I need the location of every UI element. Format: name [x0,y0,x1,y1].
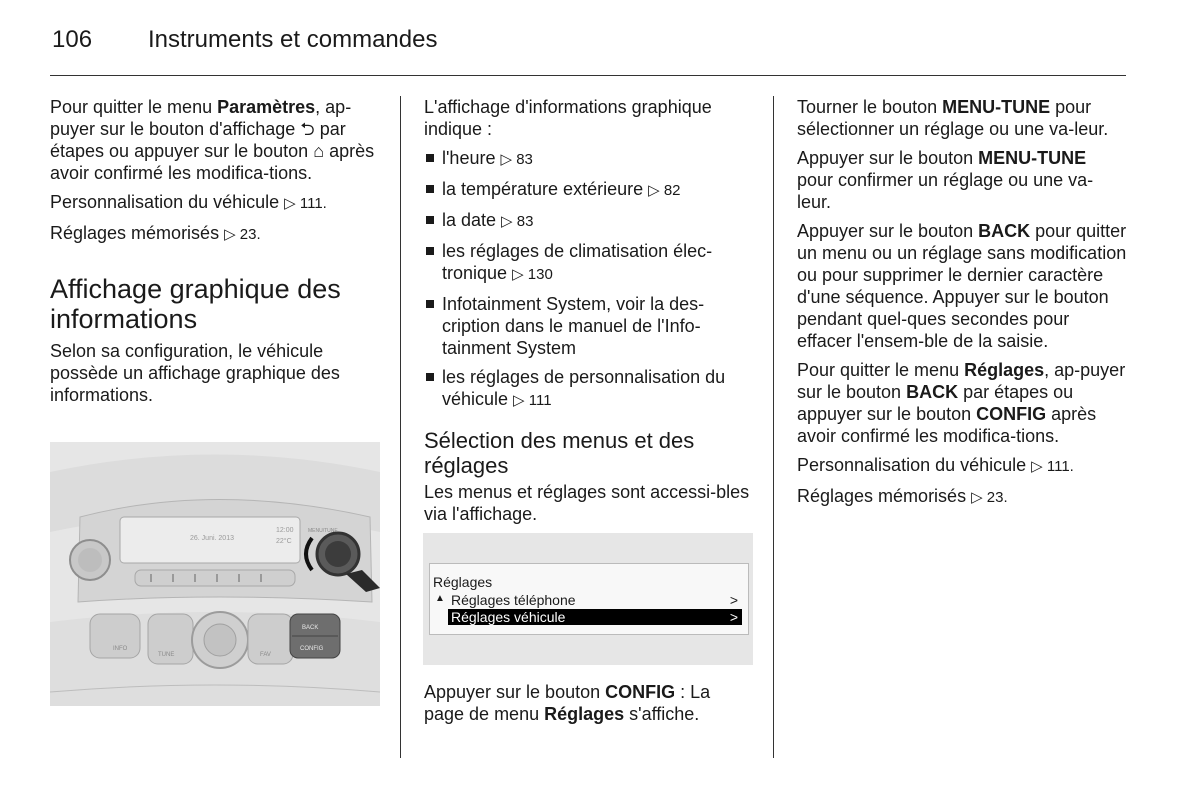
photo-back-label: BACK [302,625,319,631]
paragraph-quit-params [50,96,380,184]
page-number: 106 [52,26,93,53]
paragraph-config-button: Appuyer sur le bouton CONFIG : La page de menu Réglages s'affiche. [424,682,711,724]
page-reference: ▷ 23. [224,226,261,243]
paragraph-memorised [50,222,380,246]
column-divider-2 [773,96,774,758]
menu-item-label: Réglages véhicule [451,609,566,625]
paragraph-back-button: Appuyer sur le bouton BACK pour quitter un menu ou un réglage sans modification ou pour supprimer le dernier caractère d'une séquence. Appuyer sur le bouton pendant quel-ques secondes pour effacer l'ensem-ble de la saisie. [797,221,1127,351]
section-title: Instruments et commandes [148,26,438,53]
paragraph-turn-knob: Tourner le bouton MENU-TUNE pour sélectionner un réglage ou une va-leur. [797,97,1109,139]
page-reference: ▷ 23. [971,489,1008,506]
menu-screen-display [429,563,749,635]
menu-item-vehicle-settings[interactable] [448,609,742,625]
paragraph-config: Selon sa configuration, le véhicule possède un affichage graphique des informations. [50,341,340,405]
photo-top-label: MENU/TUNE [308,528,338,534]
back-arrow-icon: ⮌ [300,119,315,139]
list-item: l'heure ▷ 83 [424,147,754,171]
list-item: les réglages de personnalisation du véhicule ▷ 111 [424,366,754,412]
paragraph-memorised: Réglages mémorisés ▷ 23. [797,486,1008,506]
paragraph-press-knob: Appuyer sur le bouton MENU-TUNE pour confirmer un réglage ou une va-leur. [797,148,1094,212]
home-icon: ⌂ [313,141,325,161]
list-item: la température extérieure ▷ 82 [424,178,754,202]
paragraph-display-intro: L'affichage d'informations graphique indique : [424,97,712,139]
paragraph-menu-access: Les menus et réglages sont accessi-bles via l'affichage. [424,482,750,524]
photo-fav-label: FAV [260,652,271,658]
text: , ap-puyer sur le bouton d'affichage [50,97,352,139]
bold-term: Paramètres [217,97,316,117]
column-2-bottom [424,681,754,732]
paragraph-personalisation: Personnalisation du véhicule ▷ 111. [797,455,1074,475]
column-3 [797,96,1127,516]
column-divider-1 [400,96,401,758]
column-1 [50,96,380,413]
menu-screen-title: Réglages [433,574,493,590]
up-arrow-icon: ▲ [435,593,445,604]
heading-graphic-display: Affichage graphique des informations [50,274,341,334]
text: par étapes ou appuyer sur le bouton [50,119,346,161]
info-list [424,147,754,412]
heading-menu-selection: Sélection des menus et des réglages [424,428,695,478]
menu-item-phone-settings[interactable] [448,592,742,608]
page-reference: ▷ 111. [284,195,327,212]
chevron-right-icon: > [729,609,738,625]
text: Personnalisation du véhicule [50,192,285,212]
text: Pour quitter le menu [50,97,218,117]
list-item: la date ▷ 83 [424,209,754,233]
text: Réglages mémorisés [50,223,225,243]
photo-temp-label: 22°C [276,538,292,545]
photo-date-label: 26. Juni. 2013 [190,535,234,542]
photo-tune-label: TUNE [158,652,175,658]
list-item: les réglages de climatisation élec-tronique ▷ 130 [424,240,754,286]
menu-item-label: Réglages téléphone [451,592,576,608]
column-2 [424,96,754,532]
chevron-right-icon: > [729,592,738,608]
photo-config-label: CONFIG [300,646,324,652]
menu-screen [423,533,753,665]
photo-info-label: INFO [113,646,128,652]
text: après avoir confirmé les modifica-tions. [50,141,375,183]
list-item: Infotainment System, voir la des-cription dans le manuel de l'Info-tainment System [424,293,754,359]
page-reference: ▷ 111. [1031,458,1074,475]
photo-time-label: 12:00 [276,527,294,534]
dashboard-photo [50,442,380,706]
paragraph-quit-settings: Pour quitter le menu Réglages, ap-puyer sur le bouton BACK par étapes ou appuyer sur le bouton CONFIG après avoir confirmé les modifica-tions. [797,360,1126,446]
paragraph-personalisation [50,191,380,215]
header-rule [50,75,1126,76]
